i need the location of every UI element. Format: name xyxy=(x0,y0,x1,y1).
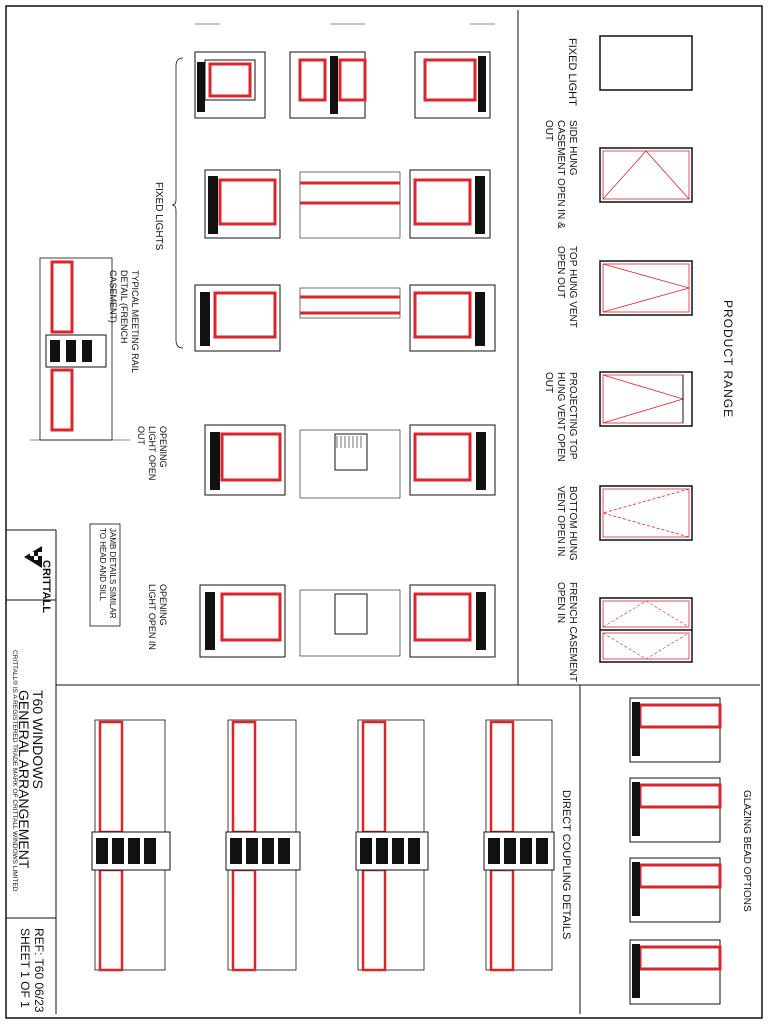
fixed-light-section-1 xyxy=(195,24,495,118)
label-opening-in: OPENING LIGHT OPEN IN xyxy=(147,584,168,650)
coupling-detail-4 xyxy=(484,720,554,970)
label-french: FRENCH CASEMENT OPEN IN xyxy=(555,582,578,682)
label-side-hung: SIDE HUNG CASEMENT OPEN IN & OUT xyxy=(543,120,578,229)
coupling-detail-3 xyxy=(356,720,428,970)
ref-label: REF: T60 06/23 xyxy=(32,928,46,1013)
bead-option-4 xyxy=(630,940,720,1004)
label-bottom-hung: BOTTOM HUNG VENT OPEN IN xyxy=(555,486,578,561)
label-glazing-bead: GLAZING BEAD OPTIONS xyxy=(741,790,752,912)
fixed-light-section-3 xyxy=(195,285,495,351)
top-hung-diagram xyxy=(600,261,692,315)
bead-option-3 xyxy=(630,858,720,922)
label-french-meeting: TYPICAL MEETING RAIL DETAIL (FRENCH CASEMENT) xyxy=(108,270,140,373)
fixed-light-diagram xyxy=(600,36,692,90)
label-projecting: PROJECTING TOP HUNG VENT OPEN OUT xyxy=(543,372,578,462)
fixed-light-section-2 xyxy=(205,170,490,238)
sheet-label: SHEET 1 OF 1 xyxy=(18,928,32,1008)
bottom-hung-diagram xyxy=(600,486,692,540)
french-casement-diagram xyxy=(600,598,692,662)
bead-option-2 xyxy=(630,778,720,842)
opening-out-section xyxy=(205,425,495,498)
label-top-hung: TOP HUNG VENT OPEN OUT xyxy=(555,246,578,328)
direct-coupling-details xyxy=(92,720,554,970)
drawing-title: GENERAL ARRANGEMENT xyxy=(16,690,32,869)
side-hung-diagram xyxy=(600,148,692,202)
bead-option-1 xyxy=(630,698,720,762)
jamb-note: JAMB DETAILS SIMILAR TO HEAD AND SILL xyxy=(98,528,117,619)
label-fixed-light: FIXED LIGHT xyxy=(566,38,578,106)
projecting-diagram xyxy=(600,372,692,426)
product-range-diagrams xyxy=(600,36,692,662)
logo-text: CRITTALL xyxy=(40,560,52,613)
product-range-heading: PRODUCT RANGE xyxy=(721,300,735,419)
coupling-detail-1 xyxy=(92,720,170,970)
product-title: T60 WINDOWS xyxy=(30,690,46,789)
fixed-lights-bracket xyxy=(172,58,183,348)
label-fixed-lights: FIXED LIGHTS xyxy=(153,182,164,251)
coupling-detail-2 xyxy=(226,720,300,970)
label-opening-out: OPENING LIGHT OPEN OUT xyxy=(136,426,168,481)
label-direct-coupling: DIRECT COUPLING DETAILS xyxy=(560,790,572,940)
trademark-note: CRITTALL® IS A REGISTERED TRADE MARK OF CRITTALL WINDOWS LIMITED xyxy=(11,650,18,892)
glazing-bead-options xyxy=(630,698,720,1004)
opening-in-section xyxy=(200,585,495,657)
